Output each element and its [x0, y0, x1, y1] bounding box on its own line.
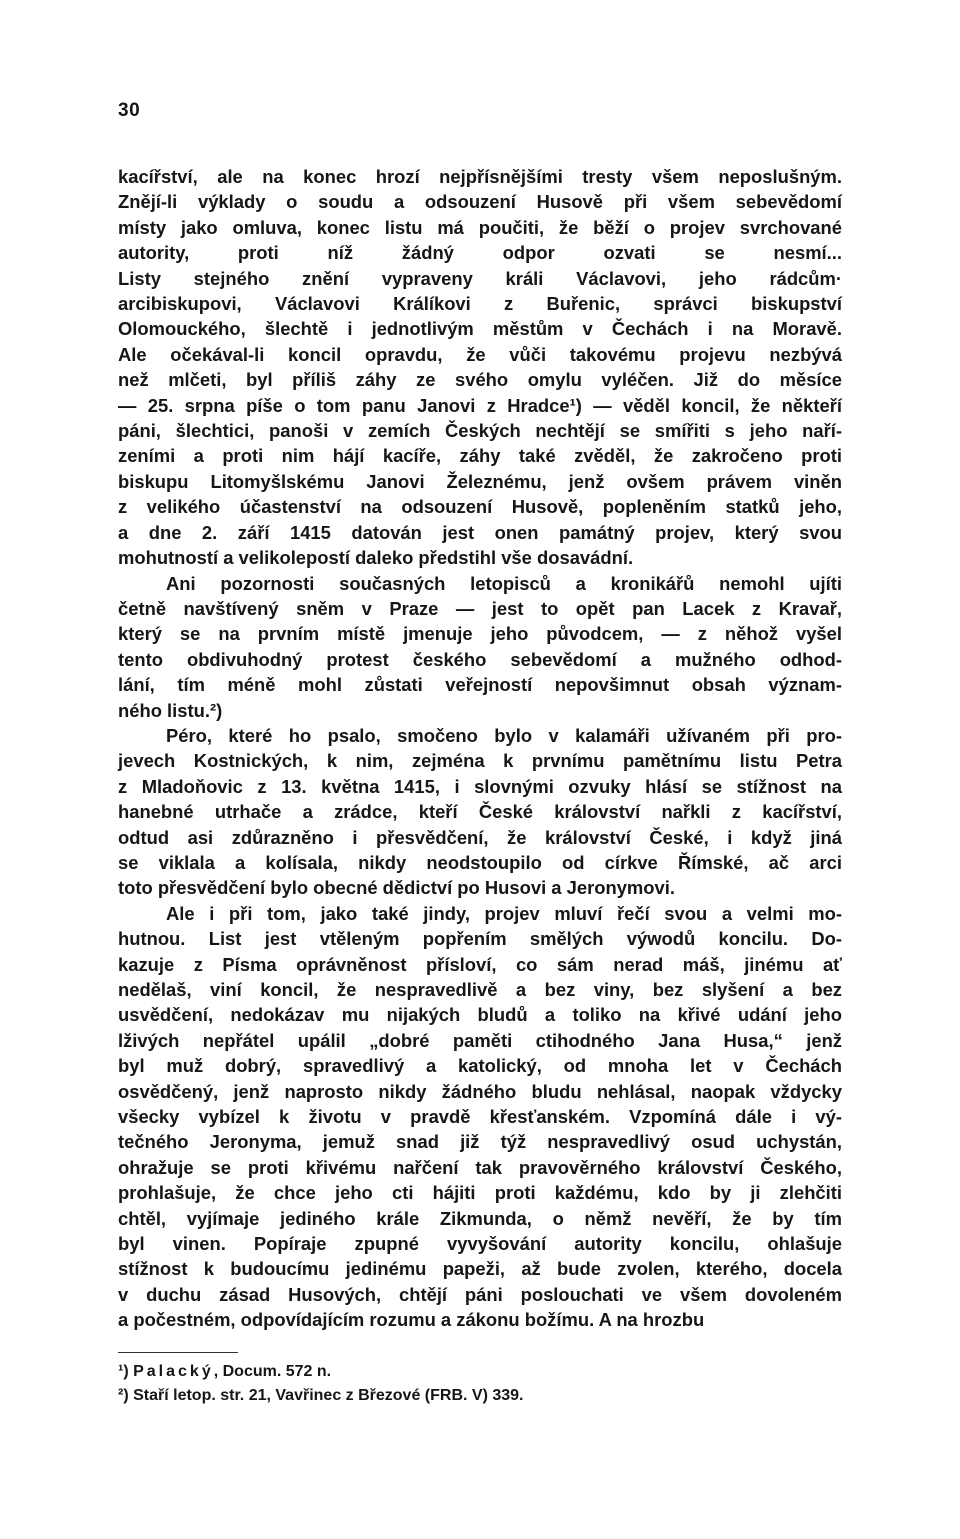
- text-line: Olomouckého, šlechtě i jednotlivým městům v Čechách i na Moravě.: [118, 318, 842, 340]
- text-line: byl muž dobrý, spravedlivý a katolický, od mnoha let v Čechách: [118, 1055, 842, 1077]
- text-line: Listy stejného znění vypraveny králi Václavovi, jeho rádcům·: [118, 267, 842, 289]
- text-line: v duchu zásad Husových, chtějí páni poslouchati ve všem dovoleném: [118, 1283, 842, 1305]
- paragraph: [118, 571, 842, 723]
- text-line: hutnou. List jest vtěleným popřením smělých výwodů koncilu. Do-: [118, 928, 842, 950]
- footnote-marker: ¹): [118, 1363, 134, 1380]
- text-line: Ale očekával-li koncil opravdu, že vůči takovému projevu nezbývá: [118, 343, 842, 365]
- text-line: kazuje z Písma oprávněnost přísloví, co sám nerad máš, jinému ať: [118, 953, 842, 975]
- text-line: Ale i při tom, jako také jindy, projev mluví řečí svou a velmi mo-: [166, 902, 842, 924]
- text-line: hanebné utrhače a zrádce, kteří České království nařkli z kacířství,: [118, 801, 842, 823]
- text-line: chtěl, vyjímaje jediného krále Zikmunda, o němž nevěří, že by tím: [118, 1207, 842, 1229]
- text-line: prohlašuje, že chce jeho cti hájiti proti každému, kdo by ji zlehčiti: [118, 1182, 842, 1204]
- text-line: četně navštívený sněm v Praze — jest to opět pan Lacek z Kravař,: [118, 597, 842, 619]
- text-line: toto přesvědčení bylo obecné dědictví po Husovi a Jeronymovi.: [118, 877, 675, 899]
- text-line: a počestném, odpovídajícím rozumu a zákonu božímu. A na hrozbu: [118, 1309, 705, 1331]
- footnote-text: Staří letop. str. 21, Vavřinec z Březové (FRB. V) 339.: [133, 1387, 524, 1404]
- text-line: tento obdivuhodný protest českého sebevědomí a mužného odhod-: [118, 648, 842, 670]
- text-line: nedělaš, viní koncil, že nespravedlivě a bez viny, bez slyšení a bez: [118, 979, 842, 1000]
- text-line: a dne 2. září 1415 datován jest onen památný projev, který svou: [118, 521, 842, 543]
- text-line: lživých nepřátel upálil „dobré paměti ctihodného Jana Husa,“ jenž: [118, 1029, 842, 1051]
- text-line: tečného Jeronyma, jemuž snad již týž nespravedlivý osud uchystán,: [118, 1131, 842, 1153]
- text-line: odtud asi zdůrazněno i přesvědčení, že království České, i když jiná: [118, 826, 842, 848]
- text-line: lání, tím méně mohl zůstati veřejností nepovšimnut obsah význam-: [118, 674, 842, 696]
- page-number: 30: [118, 100, 141, 121]
- text-line: autority, proti níž žádný odpor ozvati se nesmí...: [118, 242, 842, 264]
- text-line: všecky vybízel k životu v pravdě křesťanském. Vzpomíná dále i vý-: [118, 1106, 842, 1128]
- footnote-marker: ²): [118, 1387, 134, 1404]
- text-line: zeními a proti nim hájí kacíře, záhy také zvěděl, že zakročeno proti: [118, 445, 842, 467]
- text-line: ného listu.²): [118, 699, 223, 721]
- text-line: Péro, které ho psalo, smočeno bylo v kalamáři užívaném při pro-: [166, 724, 842, 746]
- footnote-divider: [118, 1352, 238, 1353]
- text-line: arcibiskupovi, Václavovi Králíkovi z Buřenic, správci biskupství: [118, 293, 842, 315]
- text-line: stížnost k budoucímu jedinému papeži, až bude zvolen, kterého, docela: [118, 1258, 842, 1280]
- footnote: [118, 1360, 842, 1384]
- text-line: páni, šlechtici, panoši v zemích Českých nechtějí se smířiti s jeho naří-: [118, 420, 842, 442]
- text-line: ohražuje se proti křivému nařčení tak pravověrného království Českého,: [118, 1156, 842, 1178]
- text-line: jevech Kostnických, k nim, zejména k prvnímu pamětnímu listu Petra: [118, 750, 842, 772]
- text-line: místy jako omluva, konec listu má poučiti, že běží o projev svrchované: [118, 216, 842, 238]
- text-line: usvědčení, nedokázav mu nijakých bludů a toliko na křivé udání jeho: [118, 1004, 842, 1026]
- text-line: Ani pozornosti současných letopisců a kronikářů nemohl ujíti: [166, 572, 842, 594]
- paragraph: [118, 723, 842, 901]
- text-line: se viklala a kolísala, nikdy neodstoupilo od církve Římské, ač arci: [118, 851, 842, 873]
- text-line: z velikého účastenství na odsouzení Husově, popleněním statků jeho,: [118, 496, 842, 518]
- text-line: mohutností a velikolepostí daleko předstihl vše dosavádní.: [118, 547, 634, 569]
- text-line: Znějí-li výklady o soudu a odsouzení Husově při všem sebevědomí: [118, 191, 842, 213]
- footnote: [118, 1384, 842, 1408]
- paragraph: [118, 164, 842, 571]
- text-line: — 25. srpna píše o tom panu Janovi z Hradce¹) — věděl koncil, že někteří: [118, 394, 842, 416]
- text-line: než mlčeti, byl příliš záhy ze svého omylu vyléčen. Již do měsíce: [118, 369, 842, 391]
- text-line: kacířství, ale na konec hrozí nejpřísnějšími tresty všem neposlušným.: [118, 166, 842, 187]
- text-line: který se na prvním místě jmenuje jeho původcem, — z něhož vyšel: [118, 623, 842, 645]
- footnote-text: , Docum. 572 n.: [213, 1363, 332, 1380]
- footnotes: [118, 1360, 842, 1408]
- text-line: osvědčený, jenž naprosto nikdy žádného bludu nehlásal, naopak vždycky: [118, 1080, 842, 1102]
- text-line: z Mladoňovic z 13. května 1415, i slovnými ozvuky hlásí se stížnost na: [118, 775, 842, 797]
- text-line: biskupu Litomyšlskému Janovi Železnému, jenž ovšem právem viněn: [118, 470, 842, 492]
- footnote-author: Palacký: [133, 1363, 214, 1380]
- body-text: [118, 164, 842, 1333]
- paragraph: [118, 901, 842, 1333]
- text-line: byl vinen. Popíraje zpupné vyvyšování autority koncilu, ohlašuje: [118, 1233, 842, 1255]
